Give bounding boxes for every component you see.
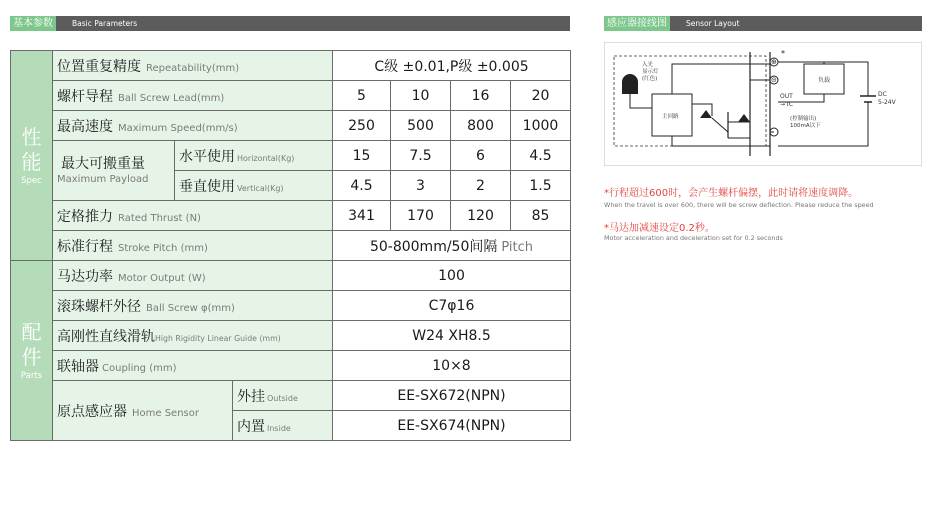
table-row-repeatability xyxy=(11,51,571,81)
value-lead-3: 16 xyxy=(451,81,511,111)
table-row-thrust xyxy=(11,201,571,231)
value-horizontal-3: 6 xyxy=(451,141,511,171)
row-label-inside: 内置 Inside xyxy=(233,411,333,441)
spec-table xyxy=(10,50,571,441)
value-vertical-2: 3 xyxy=(391,171,451,201)
section-parts-cn-1: 配 xyxy=(21,319,42,344)
indicator-label-1: 入光 xyxy=(642,62,654,68)
row-label-repeatability: 位置重复精度 Repeatability(mm) xyxy=(53,51,333,81)
travel-note-cn: *行程超过600时，会产生螺杆偏摆，此时请将速度调降。 xyxy=(604,188,859,199)
indicator-label-2: 显示灯 xyxy=(642,69,659,75)
value-thrust-2: 170 xyxy=(391,201,451,231)
dc-label-1: DC xyxy=(878,91,887,98)
control-output-label-2: 100mA以下 xyxy=(790,123,821,129)
value-speed-2: 500 xyxy=(391,111,451,141)
value-lead-4: 20 xyxy=(511,81,571,111)
value-vertical-1: 4.5 xyxy=(333,171,391,201)
row-label-outside: 外挂 Outside xyxy=(233,381,333,411)
value-lead-2: 10 xyxy=(391,81,451,111)
row-label-coupling: 联轴器 Coupling (mm) xyxy=(53,351,333,381)
value-thrust-1: 341 xyxy=(333,201,391,231)
value-speed-4: 1000 xyxy=(511,111,571,141)
star-symbol: * xyxy=(781,49,785,58)
ic-label: → IC xyxy=(780,101,793,108)
basic-parameters-title-en: Basic Parameters xyxy=(72,19,138,28)
out-label: OUT xyxy=(780,93,793,100)
row-label-payload: 最大可搬重量 Maximum Payload xyxy=(53,141,175,201)
value-sensor-outside: EE-SX672(NPN) xyxy=(333,381,571,411)
row-label-speed: 最高速度 Maximum Speed(mm/s) xyxy=(53,111,333,141)
row-label-stroke: 标准行程 Stroke Pitch (mm) xyxy=(53,231,333,261)
load-label: 负载 xyxy=(818,77,831,84)
value-lead-1: 5 xyxy=(333,81,391,111)
value-motor: 100 xyxy=(333,261,571,291)
row-label-home-sensor: 原点感应器 Home Sensor xyxy=(53,381,233,441)
row-label-guide: 高刚性直线滑轨High Rigidity Linear Guide (mm) xyxy=(53,321,333,351)
value-sensor-inside: EE-SX674(NPN) xyxy=(333,411,571,441)
dc-label-2: 5-24V xyxy=(878,99,896,106)
value-horizontal-2: 7.5 xyxy=(391,141,451,171)
row-label-lead: 螺杆导程 Ball Screw Lead(mm) xyxy=(53,81,333,111)
section-performance xyxy=(11,51,53,261)
row-label-ball-screw: 滚珠螺杆外径 Ball Screw φ(mm) xyxy=(53,291,333,321)
table-row-motor xyxy=(11,261,571,291)
table-row-speed xyxy=(11,111,571,141)
minus-symbol: ⊝ xyxy=(771,76,777,84)
sensor-layout-title-cn: 感应器接线图 xyxy=(604,16,670,31)
sensor-layout-header xyxy=(604,16,922,31)
row-label-motor: 马达功率 Motor Output (W) xyxy=(53,261,333,291)
main-circuit-label: 主回路 xyxy=(662,114,679,120)
table-row-guide xyxy=(11,321,571,351)
table-row-ball-screw xyxy=(11,291,571,321)
accel-note-en: Motor acceleration and deceleration set for 0.2 seconds xyxy=(604,234,783,242)
travel-note-en: When the travel is over 600, there will be screw deflection. Please reduce the speed xyxy=(604,201,874,209)
value-stroke: 50-800mm/50间隔 Pitch xyxy=(333,231,571,261)
indicator-label-3: (红色) xyxy=(642,76,658,82)
row-label-horizontal: 水平使用 Horizontal(Kg) xyxy=(175,141,333,171)
control-output-label-1: (控制输出) xyxy=(790,116,817,122)
value-vertical-4: 1.5 xyxy=(511,171,571,201)
basic-parameters-title-cn: 基本参数 xyxy=(10,16,56,31)
value-horizontal-1: 15 xyxy=(333,141,391,171)
table-row-coupling xyxy=(11,351,571,381)
accel-note-cn: *马达加减速设定0.2秒。 xyxy=(604,223,715,234)
value-thrust-4: 85 xyxy=(511,201,571,231)
value-ball-screw: C7φ16 xyxy=(333,291,571,321)
value-thrust-3: 120 xyxy=(451,201,511,231)
table-row-stroke xyxy=(11,231,571,261)
value-speed-1: 250 xyxy=(333,111,391,141)
plus-symbol: ⊕ xyxy=(771,58,777,66)
section-parts-en: Parts xyxy=(20,370,43,381)
sensor-layout-title-en: Sensor Layout xyxy=(686,19,740,28)
section-performance-en: Spec xyxy=(21,175,42,186)
table-row-payload-horizontal xyxy=(11,141,571,171)
row-label-thrust: 定格推力 Rated Thrust (N) xyxy=(53,201,333,231)
value-coupling: 10×8 xyxy=(333,351,571,381)
value-horizontal-4: 4.5 xyxy=(511,141,571,171)
section-performance-cn-1: 性 xyxy=(21,124,42,149)
sensor-wiring-diagram xyxy=(604,42,922,166)
section-parts-cn-2: 件 xyxy=(21,344,42,369)
section-parts xyxy=(11,261,53,441)
basic-parameters-header xyxy=(10,16,570,31)
table-row-lead xyxy=(11,81,571,111)
value-speed-3: 800 xyxy=(451,111,511,141)
indicator-lamp-icon xyxy=(622,74,638,94)
value-guide: W24 XH8.5 xyxy=(333,321,571,351)
value-vertical-3: 2 xyxy=(451,171,511,201)
table-row-sensor-outside xyxy=(11,381,571,411)
row-label-vertical: 垂直使用 Vertical(Kg) xyxy=(175,171,333,201)
value-repeatability: C级 ±0.01,P级 ±0.005 xyxy=(333,51,571,81)
section-performance-cn-2: 能 xyxy=(21,149,42,174)
